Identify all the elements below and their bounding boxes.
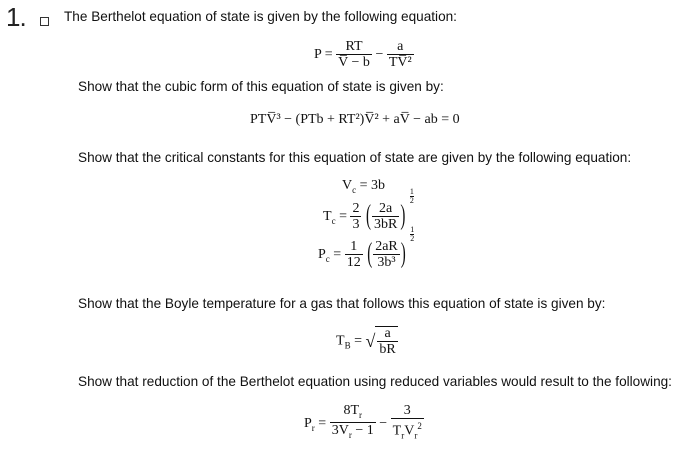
equation-tb: $T_B$ = √ $\frac{a}{bR}$	[336, 326, 396, 357]
boyle-prompt: Show that the Boyle temperature for a gas that follows this equation of state is given by:	[78, 296, 606, 311]
equation-vc: $V_c = 3b$	[342, 178, 386, 195]
equation-cubic: PTV̅³ − (PTb + RT²)V̅² + aV̅ − ab = 0	[250, 112, 460, 127]
sqrt-icon: √	[365, 331, 376, 351]
checkbox-icon	[40, 17, 49, 26]
intro-text: The Berthelot equation of state is given by the following equation:	[64, 9, 457, 24]
critical-prompt: Show that the critical constants for this equation of state are given by the following equation:	[78, 150, 632, 165]
cubic-prompt: Show that the cubic form of this equation of state is given by:	[78, 79, 444, 94]
problem-number: 1.	[6, 2, 26, 32]
equation-berthelot: P = $\frac{RT}{V̅ - b}$ − $\frac{a}{\text{TV̅²}}$	[314, 39, 412, 70]
reduced-prompt: Show that reduction of the Berthelot equation using reduced variables would result to the following:	[78, 374, 672, 389]
equation-tc: $T_c$ = $\frac{2}{3}$ ( $\frac{2a}{3bR}$ ) $\frac{1}{2}$	[323, 187, 414, 232]
equation-pr: $P_r$ = $\frac{8T_r}{3V_r - 1}$ − $\frac{3}{T_rV_r^2}$	[304, 404, 424, 443]
equation-pc: $P_c$ = $\frac{1}{12}$ ( $\frac{2aR}{\text{3b³}}$ ) $\frac{1}{2}$	[318, 225, 415, 270]
